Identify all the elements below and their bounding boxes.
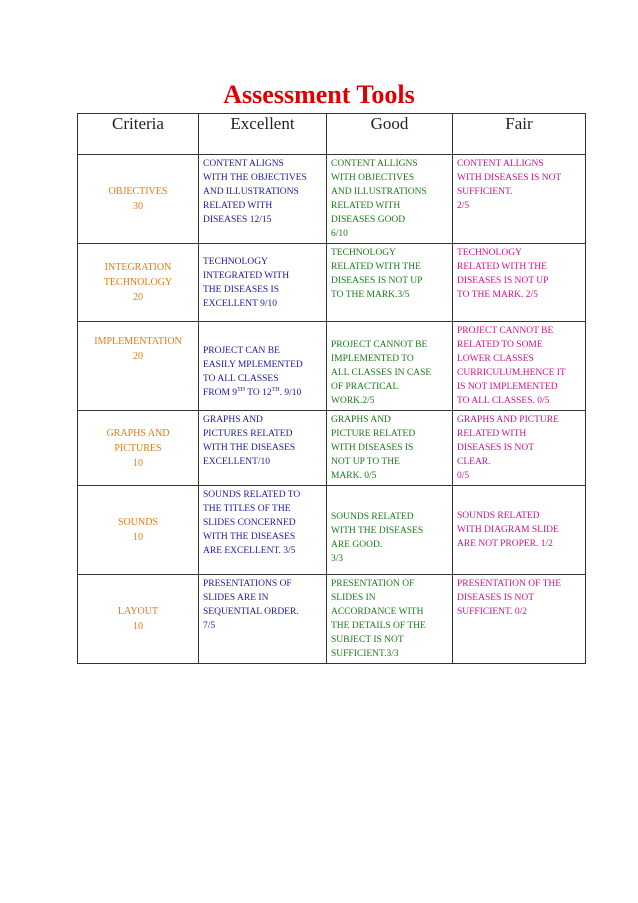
criteria-name: OBJECTIVES (108, 186, 168, 197)
cell-line: WITH THE DISEASES (203, 443, 296, 453)
fair-cell (453, 411, 586, 486)
assessment-table (77, 113, 586, 664)
criteria-name: LAYOUT (117, 606, 159, 617)
table-row (78, 575, 586, 664)
fair-cell (453, 322, 586, 411)
table-row (78, 411, 586, 486)
cell-line: SOUNDS RELATED (457, 511, 540, 521)
cell-line: TECHNOLOGY (203, 256, 268, 267)
cell-line: THE DETAILS OF THE (331, 621, 426, 631)
header-excellent: Excellent (199, 114, 327, 155)
cell-line: DISEASES 12/15 (203, 215, 272, 225)
cell-text: TO 12 (245, 388, 272, 398)
cell-line: SOUNDS RELATED TO (203, 490, 301, 500)
cell-line: INTEGRATED WITH (203, 270, 290, 281)
cell-line: MARK. 0/5 (331, 471, 377, 481)
cell-line: PROJECT CAN BE (203, 346, 280, 356)
excellent-cell (199, 322, 327, 411)
criteria-cell (78, 322, 199, 411)
cell-line: RELATED WITH (331, 201, 401, 211)
cell-line: DISEASES IS NOT (457, 593, 535, 603)
cell-line: WITH DIAGRAM SLIDE (457, 525, 559, 535)
cell-line: TECHNOLOGY (457, 248, 522, 258)
cell-line: WITH THE DISEASES (331, 526, 424, 536)
cell-line: CONTENT ALLIGNS (457, 159, 544, 169)
cell-line: DISEASES GOOD (331, 215, 406, 225)
cell-line: THE DISEASES IS (203, 284, 280, 295)
cell-line: SLIDES CONCERNED (203, 518, 296, 528)
cell-line: DISEASES IS NOT UP (331, 276, 423, 286)
cell-line: CONTENT ALIGNS (203, 159, 284, 169)
excellent-cell (199, 486, 327, 575)
cell-line: 6/10 (331, 229, 348, 239)
page-title: Assessment Tools (223, 80, 415, 109)
cell-line: PROJECT CANNOT BE (457, 326, 554, 336)
criteria-cell (78, 486, 199, 575)
cell-line: TO ALL CLASSES. 0/5 (457, 396, 550, 406)
cell-line: EXCELLENT 9/10 (203, 298, 277, 309)
cell-text: FROM 9 (203, 388, 238, 398)
cell-line: RELATED WITH (203, 201, 273, 211)
superscript: TH (237, 386, 246, 393)
cell-line (203, 386, 322, 400)
cell-line: WITH THE OBJECTIVES (203, 173, 307, 183)
excellent-cell (199, 244, 327, 322)
header-good: Good (327, 114, 453, 155)
cell-line: PRESENTATION OF (331, 579, 415, 589)
cell-line: PRESENTATION OF THE (457, 579, 562, 589)
criteria-points: 30 (133, 201, 143, 212)
criteria-cell (78, 244, 199, 322)
cell-line: OF PRACTICAL (331, 382, 399, 392)
cell-line: EXCELLENT/10 (203, 457, 271, 467)
excellent-cell (199, 411, 327, 486)
cell-line: ACCORDANCE WITH (331, 607, 424, 617)
fair-cell (453, 155, 586, 244)
cell-line: LOWER CLASSES (457, 354, 534, 364)
cell-line: WITH DISEASES IS NOT (457, 173, 562, 183)
cell-line: ALL CLASSES IN CASE (331, 368, 432, 378)
criteria-points: 10 (133, 457, 143, 469)
cell-line: IMPLEMENTED TO (331, 354, 414, 364)
cell-line: ARE NOT PROPER. 1/2 (457, 539, 553, 549)
excellent-cell (199, 155, 327, 244)
cell-line: ARE GOOD. (331, 540, 383, 550)
cell-line: SEQUENTIAL ORDER. (203, 607, 299, 617)
cell-line: WITH THE DISEASES (203, 532, 296, 542)
good-cell (327, 322, 453, 411)
fair-cell (453, 244, 586, 322)
table-row (78, 486, 586, 575)
cell-line: 3/3 (331, 554, 344, 564)
cell-line: SOUNDS RELATED (331, 512, 414, 522)
excellent-cell (199, 575, 327, 664)
cell-line: GRAPHS AND PICTURE (457, 415, 559, 425)
cell-line: TO ALL CLASSES (203, 374, 279, 384)
criteria-cell (78, 575, 199, 664)
cell-line: RELATED WITH THE (457, 262, 547, 272)
table-header-row (78, 114, 586, 155)
cell-line: WITH DISEASES IS (331, 443, 414, 453)
superscript: TH (271, 386, 280, 393)
criteria-name: GRAPHS AND (106, 427, 170, 439)
cell-line: 0/5 (457, 471, 470, 481)
cell-line: SUFFICIENT. (457, 187, 513, 197)
cell-line: TECHNOLOGY (331, 248, 396, 258)
cell-line: RELATED WITH THE (331, 262, 421, 272)
cell-line: DISEASES IS NOT UP (457, 276, 549, 286)
fair-cell (453, 486, 586, 575)
cell-line: 7/5 (203, 621, 216, 631)
cell-line: SLIDES IN (331, 593, 376, 603)
cell-line: WORK.2/5 (331, 396, 375, 406)
criteria-cell (78, 155, 199, 244)
good-cell (327, 486, 453, 575)
good-cell (327, 244, 453, 322)
cell-line: WITH OBJECTIVES (331, 173, 415, 183)
criteria-points: 10 (133, 621, 143, 632)
cell-line: NOT UP TO THE (331, 457, 400, 467)
cell-line: PICTURE RELATED (331, 429, 416, 439)
cell-line: THE TITLES OF THE (203, 504, 291, 514)
cell-text: . 9/10 (279, 388, 302, 398)
cell-line: CURRICULUM.HENCE IT (457, 368, 566, 378)
cell-line: AND ILLUSTRATIONS (331, 187, 427, 197)
criteria-cell (78, 411, 199, 486)
table-row (78, 322, 586, 411)
header-fair: Fair (453, 114, 586, 155)
cell-line: SUFFICIENT.3/3 (331, 649, 399, 659)
cell-line: CONTENT ALLIGNS (331, 159, 418, 169)
cell-line: ARE EXCELLENT. 3/5 (203, 546, 296, 556)
good-cell (327, 411, 453, 486)
criteria-points: 10 (133, 532, 143, 543)
table-row (78, 244, 586, 322)
cell-line: GRAPHS AND (331, 415, 391, 425)
criteria-name: IMPLEMENTATION (94, 336, 182, 347)
cell-line: CLEAR. (457, 457, 491, 467)
cell-line: SUFFICIENT. 0/2 (457, 607, 528, 617)
cell-line: SLIDES ARE IN (203, 593, 269, 603)
cell-line: PICTURES RELATED (203, 429, 293, 439)
cell-line: TO THE MARK.3/5 (331, 290, 410, 300)
cell-line: 2/5 (457, 201, 470, 211)
cell-line: GRAPHS AND (203, 415, 263, 425)
cell-line: RELATED TO SOME (457, 340, 543, 350)
good-cell (327, 575, 453, 664)
cell-line: EASILY MPLEMENTED (203, 360, 303, 370)
cell-line: DISEASES IS NOT (457, 443, 535, 453)
cell-line: RELATED WITH (457, 429, 527, 439)
cell-line: PROJECT CANNOT BE (331, 340, 428, 350)
criteria-name: PICTURES (114, 442, 162, 454)
cell-line: AND ILLUSTRATIONS (203, 187, 299, 197)
criteria-points: 20 (133, 351, 143, 362)
table-row (78, 155, 586, 244)
criteria-points: 20 (133, 292, 143, 303)
criteria-name: INTEGRATION (104, 262, 172, 273)
cell-line: TO THE MARK. 2/5 (457, 290, 538, 300)
header-criteria: Criteria (78, 114, 199, 155)
cell-line: IS NOT IMPLEMENTED (457, 382, 558, 392)
cell-line: PRESENTATIONS OF (203, 579, 292, 589)
good-cell (327, 155, 453, 244)
cell-line: SUBJECT IS NOT (331, 635, 404, 645)
fair-cell (453, 575, 586, 664)
criteria-name: SOUNDS (117, 517, 158, 528)
criteria-name: TECHNOLOGY (103, 277, 173, 288)
